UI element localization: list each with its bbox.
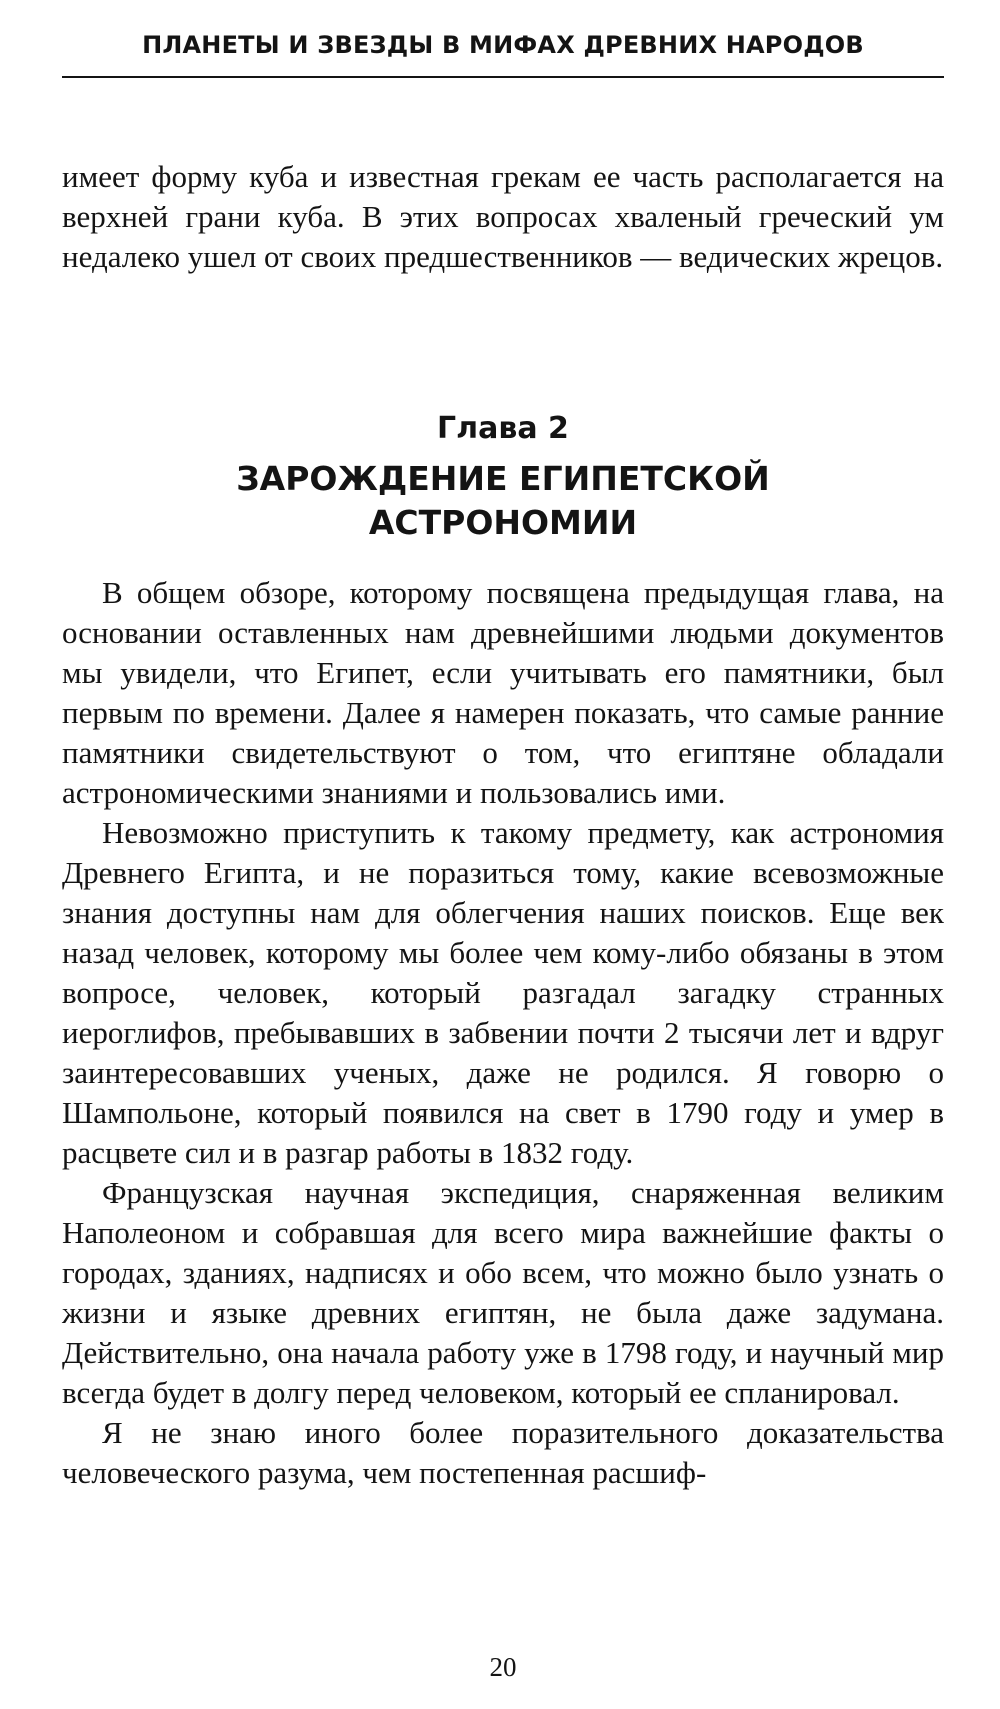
paragraph: Я не знаю иного более поразительного доказательства человеческого разума, чем постепенная расшиф-	[62, 1415, 944, 1490]
page-number: 20	[489, 1652, 517, 1682]
paragraph-continuation: имеет форму куба и известная грекам ее часть располагается на верхней грани куба. В этих вопросах хваленый греческий ум недалеко ушел от своих предшественников — ведических жрецов.	[62, 159, 944, 274]
chapter-title-line-1: ЗАРОЖДЕНИЕ ЕГИПЕТСКОЙ	[236, 459, 770, 498]
chapter-title	[62, 457, 944, 545]
chapter-label: Глава 2	[437, 411, 569, 446]
header-rule	[62, 76, 944, 78]
paragraph: Невозможно приступить к такому предмету, как астрономия Древнего Египта, и не поразиться тому, какие всевозможные знания доступны нам для облегчения наших поисков. Еще век назад человек, которому мы более чем кому-либо обязаны в этом вопросе, человек, который разгадал загадку странных иероглифов, пребывавших в забвении почти 2 тысячи лет и вдруг заинтересовавших ученых, даже не родился. Я говорю о Шампольоне, который появился на свет в 1790 году и умер в расцвете сил и в разгар работы в 1832 году.	[62, 815, 944, 1170]
book-page	[62, 28, 944, 1493]
chapter-title-line-2: АСТРОНОМИИ	[368, 503, 638, 542]
section-gap	[62, 277, 944, 409]
paragraph: Французская научная экспедиция, снаряженная великим Наполеоном и собравшая для всего мира важнейшие факты о городах, зданиях, надписях и обо всем, что можно было узнать о жизни и языке древних египтян, не была даже задумана. Действительно, она начала работу уже в 1798 году, и научный мир всегда будет в долгу перед человеком, который ее спланировал.	[62, 1175, 944, 1410]
paragraph: В общем обзоре, которому посвящена предыдущая глава, на основании оставленных нам древнейшими людьми документов мы увидели, что Египет, если учитывать его памятники, был первым по времени. Далее я намерен показать, что самые ранние памятники свидетельствуют о том, что египтяне обладали астрономическими знаниями и пользовались ими.	[62, 575, 944, 810]
running-head: ПЛАНЕТЫ И ЗВЕЗДЫ В МИФАХ ДРЕВНИХ НАРОДОВ	[142, 31, 864, 59]
heading-gap	[62, 545, 944, 573]
